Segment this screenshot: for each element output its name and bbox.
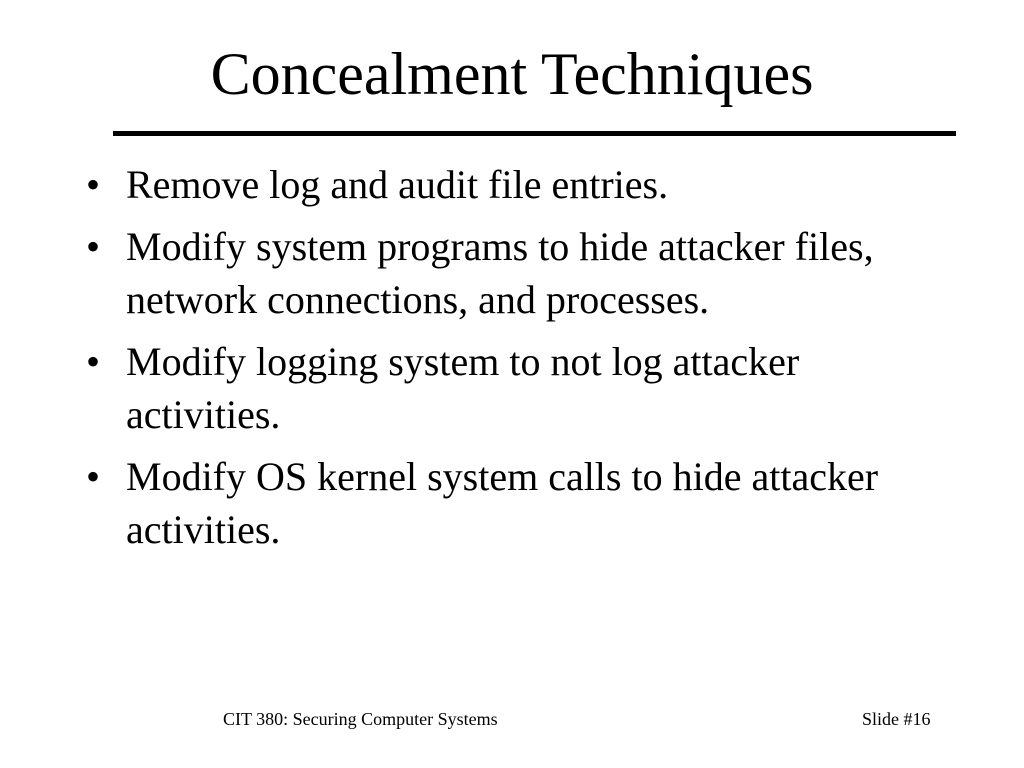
bullet-text: Modify logging system to not log attacker activities.: [126, 339, 800, 437]
bullet-item: [86, 450, 946, 556]
bullet-item: [86, 158, 946, 211]
bullet-list: [86, 158, 946, 565]
bullet-item: [86, 220, 946, 326]
bullet-icon: •: [86, 224, 101, 269]
bullet-text: Remove log and audit file entries.: [126, 162, 669, 207]
bullet-item: [86, 335, 946, 441]
bullet-icon: •: [86, 339, 101, 384]
bullet-text: Modify system programs to hide attacker files, network connections, and processes.: [126, 224, 874, 322]
slide-title: Concealment Techniques: [210, 41, 814, 107]
bullet-icon: •: [86, 454, 101, 499]
title-divider: [113, 131, 956, 136]
footer-slide-number: Slide #16: [862, 709, 931, 729]
bullet-icon: •: [86, 162, 101, 207]
footer-course: CIT 380: Securing Computer Systems: [223, 709, 498, 729]
bullet-text: Modify OS kernel system calls to hide attacker activities.: [126, 454, 879, 552]
